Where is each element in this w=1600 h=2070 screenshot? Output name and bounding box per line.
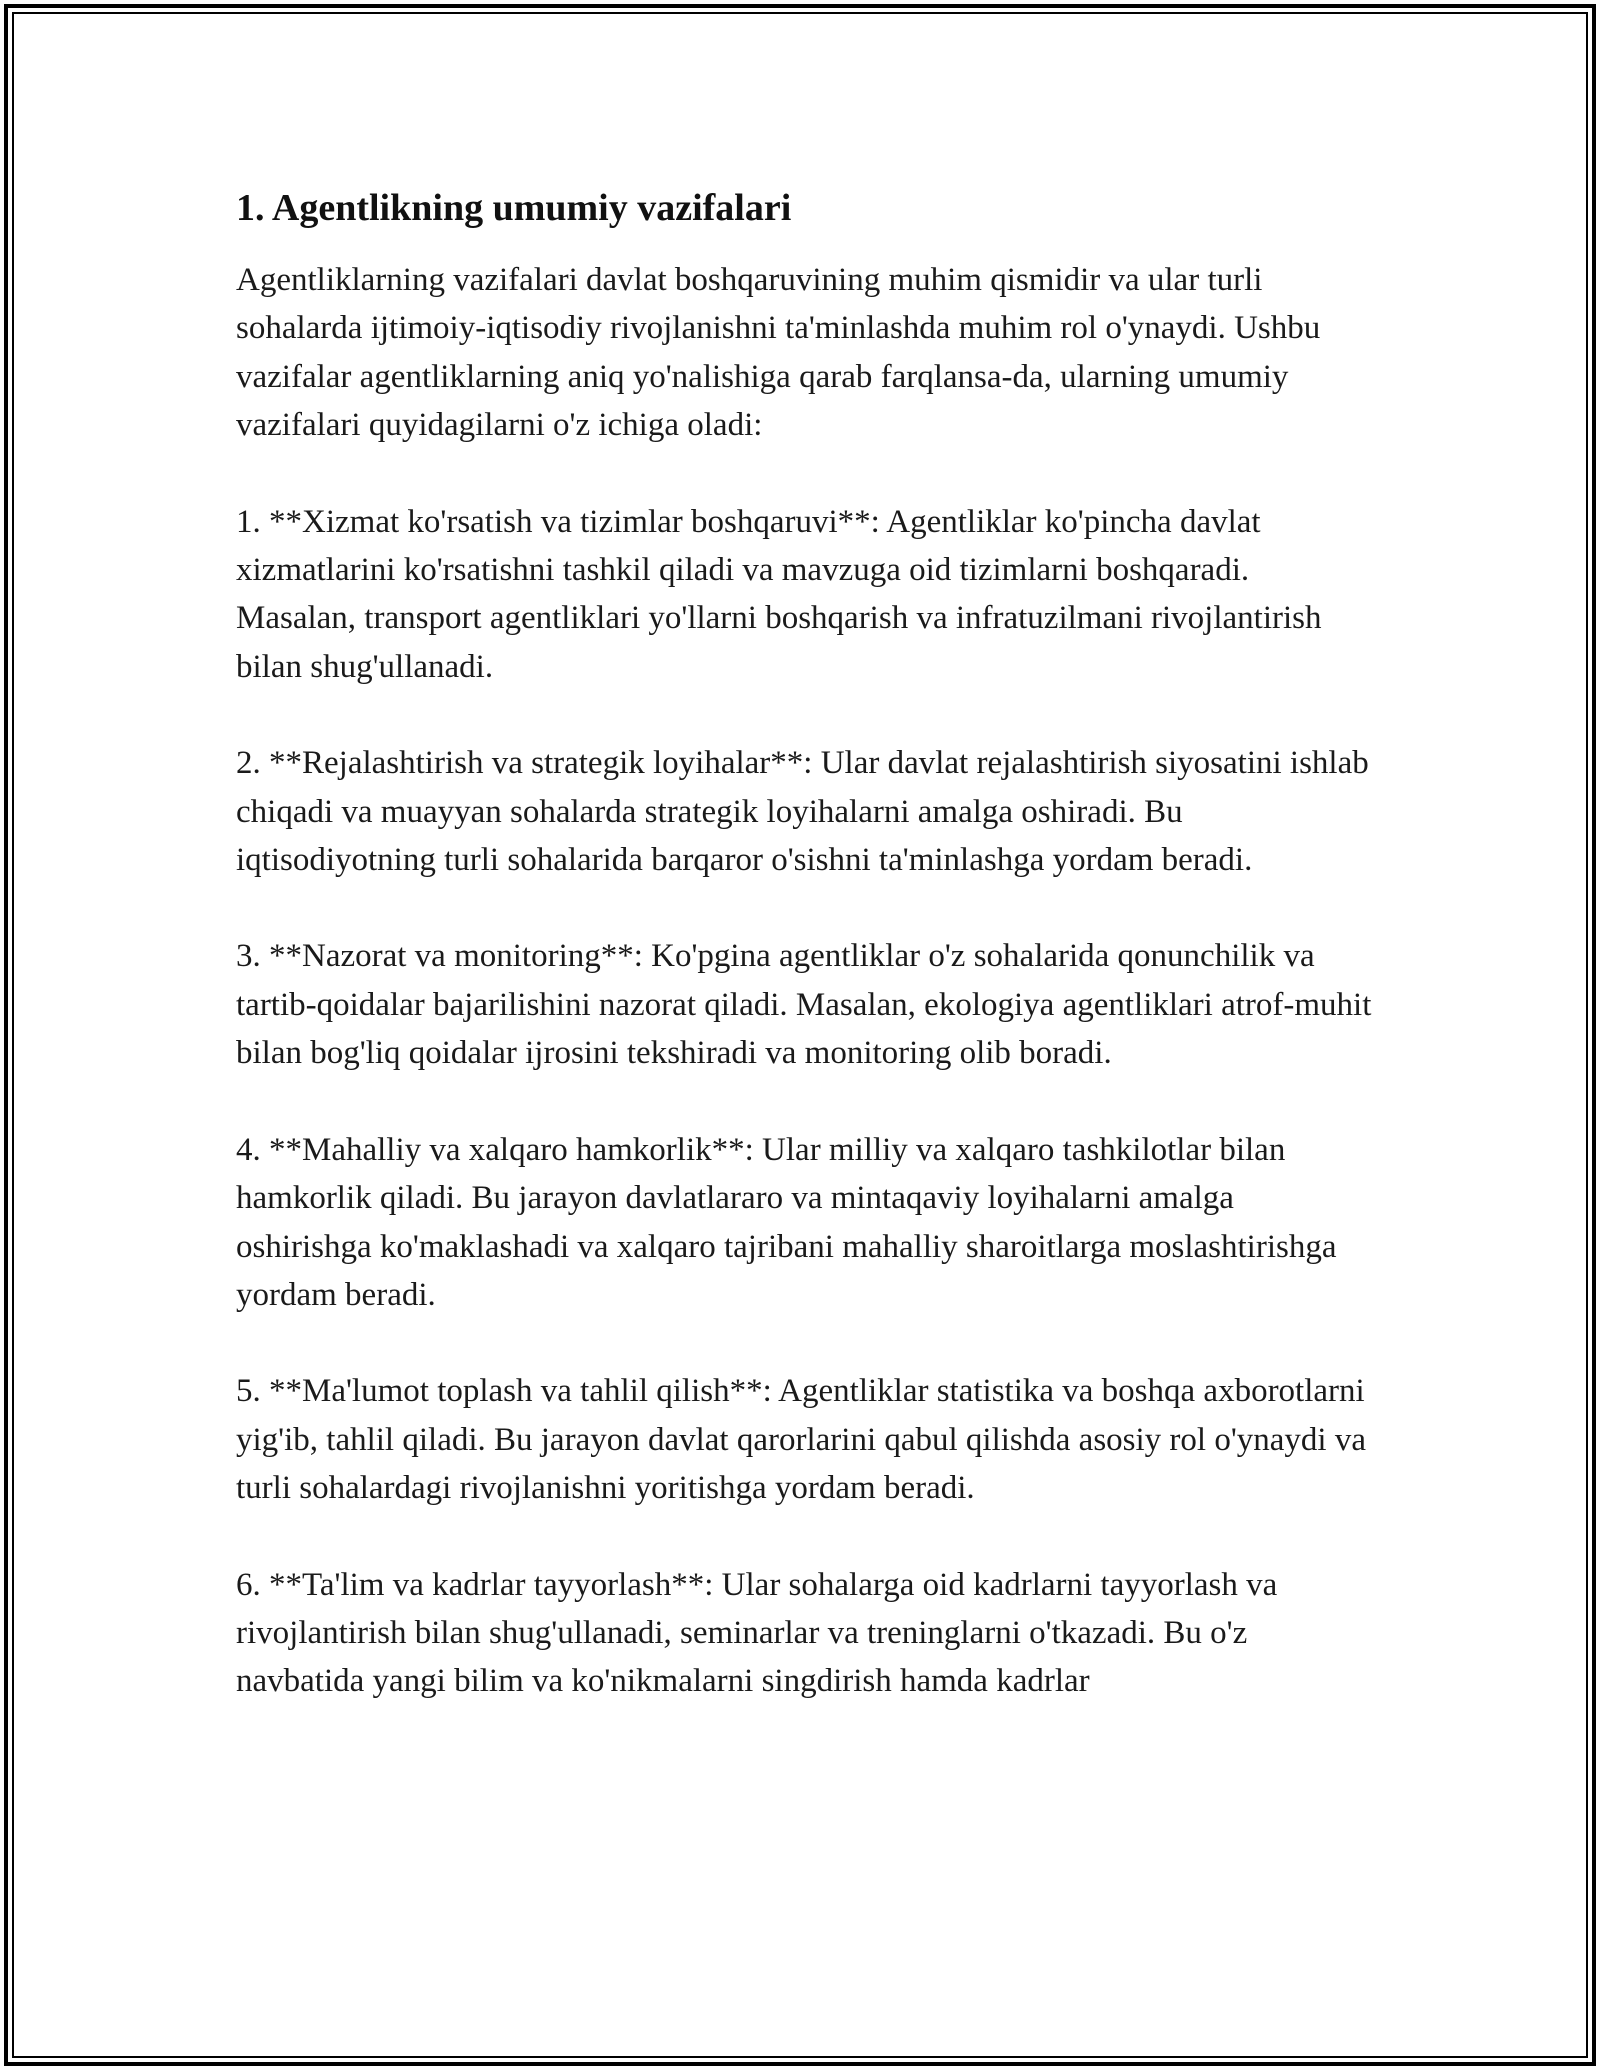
list-item-cooperation: 4. **Mahalliy va xalqaro hamkorlik**: Ular milliy va xalqaro tashkilotlar bilan hamkorlik qiladi. Bu jarayon davlatlararo va mintaqaviy loyihalarni amalga oshirishga ko'maklashadi va xalqaro tajribani mahalliy sharoitlarga moslashtirishga yordam beradi. (236, 1131, 1337, 1313)
list-item-training: 6. **Ta'lim va kadrlar tayyorlash**: Ular sohalarga oid kadrlarni tayyorlash va rivojlantirish bilan shug'ullanadi, seminarlar va treninglarni o'tkazadi. Bu o'z navbatida yangi bilim va ko'nikmalarni singdirish hamda kadrlar (236, 1566, 1278, 1700)
intro-paragraph: Agentliklarning vazifalari davlat boshqaruvining muhim qismidir va ular turli sohalarda ijtimoiy-iqtisodiy rivojlanishni ta'minlashda muhim rol o'ynaydi. Ushbu vazifalar agentliklarning aniq yo'nalishiga qarab farqlansa-da, ularning umumiy vazifalari quyidagilarni o'z ichiga oladi: (236, 262, 1321, 444)
list-item-data-analysis: 5. **Ma'lumot toplash va tahlil qilish**: Agentliklar statistika va boshqa axborotlarni yig'ib, tahlil qiladi. Bu jarayon davlat qarorlarini qabul qilishda asosiy rol o'ynaydi va turli sohalardagi rivojlanishni yoritishga yordam beradi. (236, 1373, 1366, 1507)
list-item-service-management: 1. **Xizmat ko'rsatish va tizimlar boshqaruvi**: Agentliklar ko'pincha davlat xizmatlarini ko'rsatishni tashkil qiladi va mavzuga oid tizimlarni boshqaradi. Masalan, transport agentliklari yo'llarni boshqarish va infratuzilmani rivojlantirish bilan shug'ullanadi. (236, 503, 1322, 685)
list-item-planning-strategy: 2. **Rejalashtirish va strategik loyihalar**: Ular davlat rejalashtirish siyosatini ishlab chiqadi va muayyan sohalarda strategik loyihalarni amalga oshiradi. Bu iqtisodiyotning turli sohalarida barqaror o'sishni ta'minlashga yordam beradi. (236, 745, 1369, 879)
section-title: 1. Agentlikning umumiy vazifalari (236, 187, 792, 229)
document-page (236, 182, 1376, 1754)
list-item-control-monitoring: 3. **Nazorat va monitoring**: Ko'pgina agentliklar o'z sohalarida qonunchilik va tartib-qoidalar bajarilishini nazorat qiladi. Masalan, ekologiya agentliklari atrof-muhit bilan bog'liq qoidalar ijrosini tekshiradi va monitoring olib boradi. (236, 938, 1372, 1072)
